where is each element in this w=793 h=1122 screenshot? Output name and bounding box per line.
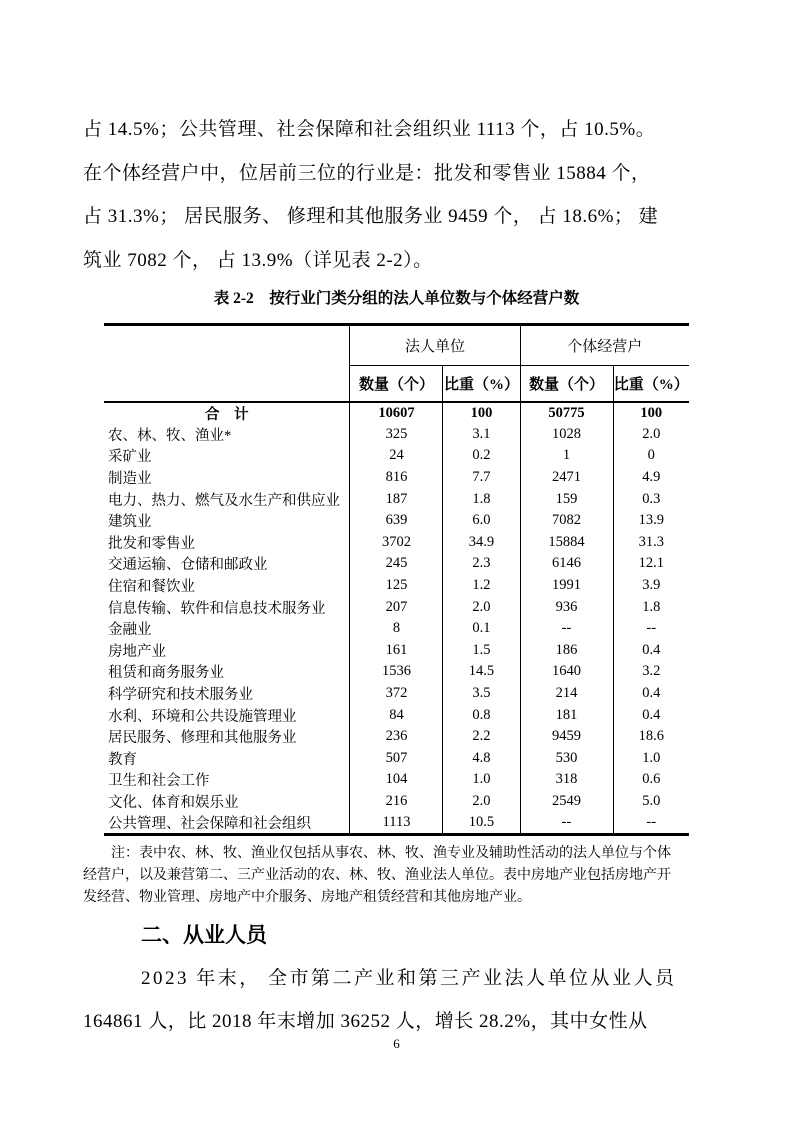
individual-share-value: 13.9: [613, 510, 689, 532]
industry-label: 金融业: [107, 622, 152, 639]
individual-count-header: 数量（个）: [520, 366, 613, 402]
individual-share-value: --: [613, 618, 689, 640]
table-row: [104, 661, 689, 683]
legal-share-value: 1.5: [443, 639, 520, 661]
individual-count-value: --: [520, 618, 613, 640]
table-row: [104, 531, 689, 553]
table-row: [104, 445, 689, 467]
industry-statistics-table: [104, 323, 689, 836]
table-row: [104, 726, 689, 748]
individual-count-value: 2471: [520, 467, 613, 489]
individual-share-value: 0.6: [613, 769, 689, 791]
legal-count-value: 187: [350, 488, 443, 510]
industry-label: 合 计: [204, 406, 249, 423]
table-row: [104, 618, 689, 640]
paragraph-line: 2023 年末， 全市第二产业和第三产业法人单位从业人员: [141, 968, 677, 990]
individual-share-value: 100: [613, 402, 689, 424]
legal-share-value: 3.1: [443, 424, 520, 446]
table-row: [104, 596, 689, 618]
individual-share-value: 0.4: [613, 683, 689, 705]
industry-label: 居民服务、修理和其他服务业: [107, 730, 297, 747]
legal-count-value: 1536: [350, 661, 443, 683]
individual-business-group-header: 个体经营户: [520, 325, 689, 366]
individual-count-value: 7082: [520, 510, 613, 532]
individual-count-value: 9459: [520, 726, 613, 748]
industry-label: 信息传输、软件和信息技术服务业: [107, 600, 326, 617]
individual-count-value: 15884: [520, 531, 613, 553]
individual-share-value: 3.2: [613, 661, 689, 683]
legal-share-value: 1.2: [443, 575, 520, 597]
industry-label: 卫生和社会工作: [107, 773, 210, 790]
legal-count-value: 325: [350, 424, 443, 446]
individual-count-value: 1028: [520, 424, 613, 446]
table-row: [104, 747, 689, 769]
section-heading: 二、从业人员: [141, 924, 267, 948]
legal-share-value: 0.1: [443, 618, 520, 640]
legal-count-value: 816: [350, 467, 443, 489]
table-row: [104, 575, 689, 597]
individual-share-value: 0.4: [613, 704, 689, 726]
legal-count-value: 24: [350, 445, 443, 467]
individual-share-value: 12.1: [613, 553, 689, 575]
legal-share-value: 34.9: [443, 531, 520, 553]
legal-count-value: 161: [350, 639, 443, 661]
individual-share-value: 0.4: [613, 639, 689, 661]
table-row: [104, 812, 689, 835]
individual-share-value: 3.9: [613, 575, 689, 597]
note-line: 经营户，以及兼营第二、三产业活动的农、林、牧、渔业法人单位。表中房地产业包括房地产开: [83, 868, 671, 884]
legal-count-value: 8: [350, 618, 443, 640]
table-row: [104, 791, 689, 813]
table-row: [104, 424, 689, 446]
individual-share-value: --: [613, 812, 689, 835]
table-row: [104, 510, 689, 532]
individual-count-value: --: [520, 812, 613, 835]
legal-share-value: 6.0: [443, 510, 520, 532]
industry-label: 农、林、牧、渔业*: [107, 427, 232, 444]
table-row: [104, 639, 689, 661]
legal-share-value: 100: [443, 402, 520, 424]
legal-share-value: 14.5: [443, 661, 520, 683]
legal-share-value: 10.5: [443, 812, 520, 835]
industry-label: 租赁和商务服务业: [107, 665, 224, 682]
table-row: [104, 769, 689, 791]
table-title: 表 2-2 按行业门类分组的法人单位数与个体经营户数: [213, 290, 580, 307]
industry-label: 教育: [107, 751, 137, 768]
individual-count-value: 1: [520, 445, 613, 467]
individual-share-value: 4.9: [613, 467, 689, 489]
individual-share-value: 0: [613, 445, 689, 467]
legal-share-header: 比重（%）: [443, 366, 520, 402]
industry-label: 制造业: [107, 470, 152, 487]
legal-count-value: 10607: [350, 402, 443, 424]
individual-share-value: 1.8: [613, 596, 689, 618]
industry-label: 采矿业: [107, 449, 152, 466]
legal-share-value: 0.2: [443, 445, 520, 467]
legal-share-value: 4.8: [443, 747, 520, 769]
individual-share-value: 31.3: [613, 531, 689, 553]
individual-count-value: 181: [520, 704, 613, 726]
individual-count-value: 936: [520, 596, 613, 618]
individual-count-value: 1991: [520, 575, 613, 597]
industry-label: 水利、环境和公共设施管理业: [107, 708, 297, 725]
legal-count-value: 372: [350, 683, 443, 705]
legal-share-value: 2.0: [443, 791, 520, 813]
individual-count-value: 214: [520, 683, 613, 705]
industry-label: 房地产业: [107, 643, 166, 660]
paragraph-line: 在个体经营户中，位居前三位的行业是：批发和零售业 15884 个，: [83, 162, 651, 184]
industry-label: 交通运输、仓储和邮政业: [107, 557, 268, 574]
table-row: [104, 553, 689, 575]
table-row: [104, 402, 689, 424]
industry-label: 住宿和餐饮业: [107, 578, 195, 595]
legal-share-value: 7.7: [443, 467, 520, 489]
legal-count-value: 104: [350, 769, 443, 791]
individual-share-value: 18.6: [613, 726, 689, 748]
individual-count-value: 1640: [520, 661, 613, 683]
page-number: 6: [393, 1036, 400, 1051]
legal-count-value: 3702: [350, 531, 443, 553]
table-note: [83, 843, 710, 909]
individual-count-value: 318: [520, 769, 613, 791]
legal-count-value: 507: [350, 747, 443, 769]
legal-share-value: 0.8: [443, 704, 520, 726]
individual-count-value: 530: [520, 747, 613, 769]
legal-entity-group-header: 法人单位: [350, 325, 520, 366]
individual-count-value: 159: [520, 488, 613, 510]
corner-cell: [104, 325, 350, 402]
note-line: 注：表中农、林、牧、渔业仅包括从事农、林、牧、渔专业及辅助性活动的法人单位与个体: [111, 846, 671, 862]
table-row: [104, 488, 689, 510]
industry-label: 文化、体育和娱乐业: [107, 794, 239, 811]
industry-label: 建筑业: [107, 514, 152, 531]
individual-count-value: 6146: [520, 553, 613, 575]
legal-share-value: 1.8: [443, 488, 520, 510]
legal-share-value: 2.3: [443, 553, 520, 575]
individual-share-value: 0.3: [613, 488, 689, 510]
legal-share-value: 3.5: [443, 683, 520, 705]
industry-label: 批发和零售业: [107, 535, 195, 552]
group-header-row: [104, 325, 689, 366]
top-paragraph: [83, 108, 710, 282]
industry-label: 电力、热力、燃气及水生产和供应业: [107, 492, 340, 509]
legal-count-value: 245: [350, 553, 443, 575]
legal-count-value: 236: [350, 726, 443, 748]
legal-count-value: 639: [350, 510, 443, 532]
table-row: [104, 683, 689, 705]
legal-share-value: 1.0: [443, 769, 520, 791]
legal-count-value: 1113: [350, 812, 443, 835]
table-body: [104, 402, 689, 835]
individual-share-header: 比重（%）: [613, 366, 689, 402]
legal-share-value: 2.0: [443, 596, 520, 618]
table-row: [104, 704, 689, 726]
legal-count-value: 216: [350, 791, 443, 813]
individual-count-value: 2549: [520, 791, 613, 813]
paragraph-line: 占 14.5%；公共管理、社会保障和社会组织业 1113 个，占 10.5%。: [83, 119, 656, 140]
legal-count-value: 207: [350, 596, 443, 618]
note-line: 发经营、物业管理、房地产中介服务、房地产租赁经营和其他房地产业。: [83, 890, 531, 906]
paragraph-line: 164861 人，比 2018 年末增加 36252 人，增长 28.2%，其中女性从: [83, 1011, 648, 1033]
individual-count-value: 50775: [520, 402, 613, 424]
table-row: [104, 467, 689, 489]
paragraph-line: 筑业 7082 个， 占 13.9%（详见表 2-2）。: [83, 249, 433, 271]
industry-label: 科学研究和技术服务业: [107, 686, 253, 703]
table-header: [104, 325, 689, 402]
legal-count-value: 125: [350, 575, 443, 597]
legal-count-header: 数量（个）: [350, 366, 443, 402]
paragraph-line: 占 31.3%； 居民服务、 修理和其他服务业 9459 个， 占 18.6%； 建: [83, 206, 659, 227]
individual-share-value: 2.0: [613, 424, 689, 446]
individual-share-value: 5.0: [613, 791, 689, 813]
legal-count-value: 84: [350, 704, 443, 726]
bottom-paragraph: [83, 957, 710, 1043]
legal-share-value: 2.2: [443, 726, 520, 748]
individual-share-value: 1.0: [613, 747, 689, 769]
individual-count-value: 186: [520, 639, 613, 661]
industry-label: 公共管理、社会保障和社会组织: [107, 816, 311, 833]
